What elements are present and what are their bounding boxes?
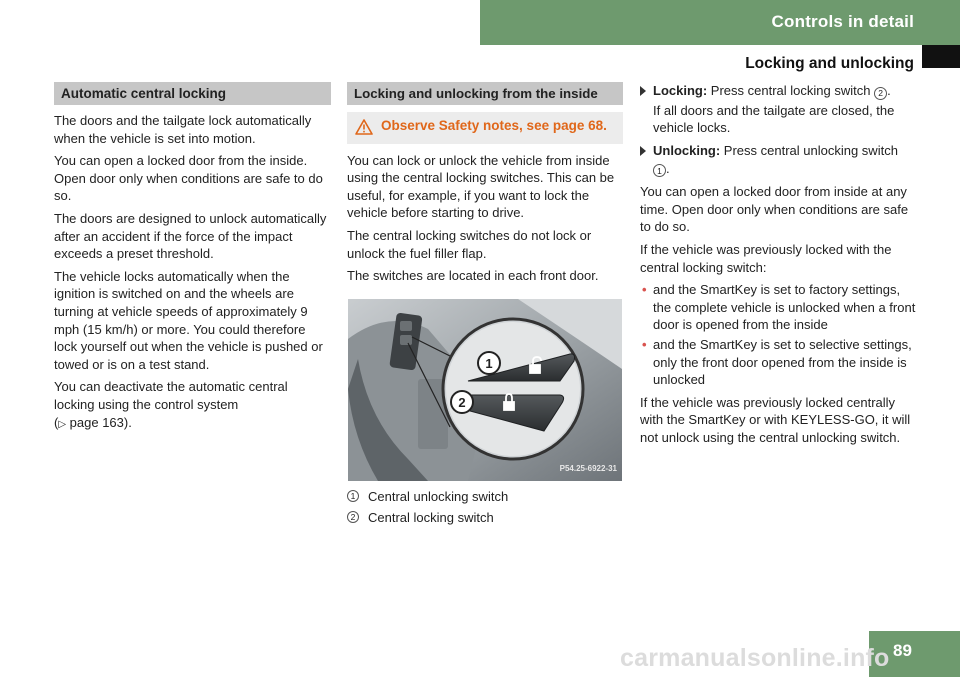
paragraph: The central locking switches do not lock or unlock the fuel filler flap. bbox=[347, 227, 592, 261]
paragraph: If the vehicle was previously locked with the central locking switch: bbox=[640, 242, 892, 275]
legend-item-2 bbox=[347, 509, 623, 527]
heading-automatic-central-locking: Automatic central locking bbox=[54, 82, 331, 105]
watermark: carmanualsonline.info bbox=[620, 644, 890, 672]
svg-text:1: 1 bbox=[485, 355, 493, 371]
chapter-title: Controls in detail bbox=[771, 12, 914, 31]
paragraph: The switches are located in each front door. bbox=[347, 268, 599, 284]
column-inside-locking bbox=[347, 82, 623, 531]
page-reference-link[interactable]: page 163). bbox=[69, 414, 132, 430]
paragraph: You can open a locked door from the inside. Open door only when conditions are safe to do so. bbox=[54, 153, 323, 204]
paragraph: You can lock or unlock the vehicle from inside using the central locking switches. This can be useful, for example, if you want to lock the vehicle before starting to drive. bbox=[347, 152, 615, 221]
heading-locking-from-inside: Locking and unlocking from the inside bbox=[347, 82, 623, 105]
callout-number: 2 bbox=[874, 87, 887, 100]
column-automatic-locking bbox=[54, 82, 331, 438]
column-instructions bbox=[640, 82, 917, 452]
paragraph: You can open a locked door from inside at any time. Open door only when conditions are safe to do so. bbox=[640, 184, 909, 235]
paragraph: You can deactivate the automatic central locking using the control system (▷ page 163). bbox=[54, 379, 288, 430]
paragraph-text: You can deactivate the automatic central locking using the control system bbox=[54, 379, 288, 412]
header-marker bbox=[922, 45, 960, 68]
paragraph: The vehicle locks automatically when the ignition is switched on and the wheels are turning at vehicle speeds of approximately 9 mph (15 km/h) or more. You could therefore lock yourself out when the vehicle is pushed or towed or is on a test stand. bbox=[54, 268, 323, 372]
page-ref-arrow-icon: ▷ bbox=[58, 418, 67, 430]
legend-text: Central unlocking switch bbox=[368, 488, 509, 504]
paragraph: If the vehicle was previously locked centrally with the SmartKey or with KEYLESS-GO, it will not unlock using the central unlocking switch. bbox=[640, 394, 911, 445]
step-arrow-icon bbox=[640, 86, 653, 100]
page-number: 89 bbox=[893, 641, 912, 660]
warning-triangle-icon bbox=[355, 119, 375, 140]
step-locking bbox=[640, 82, 917, 100]
step-unlocking bbox=[640, 142, 917, 177]
step-text: Unlocking: Press central unlocking switch 1 . bbox=[653, 142, 898, 176]
list-item-text: and the SmartKey is set to factory settings, the complete vehicle is unlocked when a front door is opened from the inside bbox=[653, 282, 916, 333]
image-code: P54.25-6922-31 bbox=[559, 464, 617, 474]
list-item bbox=[640, 336, 917, 389]
legend-item-1 bbox=[347, 488, 623, 506]
step-instruction: Press central unlocking switch bbox=[723, 142, 898, 158]
callout-number: 2 bbox=[347, 511, 359, 523]
section-title: Locking and unlocking bbox=[745, 55, 914, 72]
callout-number: 1 bbox=[653, 164, 666, 177]
step-label: Unlocking: bbox=[653, 142, 721, 158]
step-arrow-icon bbox=[640, 146, 653, 177]
bullet-dot-icon: • bbox=[642, 337, 647, 353]
list-item bbox=[640, 281, 917, 334]
chapter-header-tab bbox=[480, 0, 960, 45]
bullet-dot-icon: • bbox=[642, 282, 647, 298]
step-result: If all doors and the tailgate are closed, the vehicle locks. bbox=[653, 102, 895, 136]
step-label: Locking: bbox=[653, 83, 708, 98]
callout-number: 1 bbox=[347, 490, 359, 502]
legend-text: Central locking switch bbox=[368, 510, 494, 526]
list-item-text: and the SmartKey is set to selective settings, only the front door opened from the inside is unlocked bbox=[653, 337, 912, 388]
door-switch-photo bbox=[348, 299, 622, 481]
warning-text[interactable]: Observe Safety notes, see page 68. bbox=[381, 118, 607, 133]
step-instruction: Press central locking switch bbox=[710, 83, 871, 98]
paragraph: The doors and the tailgate lock automatically when the vehicle is set into motion. bbox=[54, 113, 312, 146]
safety-warning bbox=[347, 112, 623, 144]
svg-text:2: 2 bbox=[458, 394, 466, 410]
paragraph: The doors are designed to unlock automatically after an accident if the force of the impact exceeds a preset threshold. bbox=[54, 210, 327, 262]
step-text: Locking: Press central locking switch 2 . bbox=[653, 83, 891, 98]
